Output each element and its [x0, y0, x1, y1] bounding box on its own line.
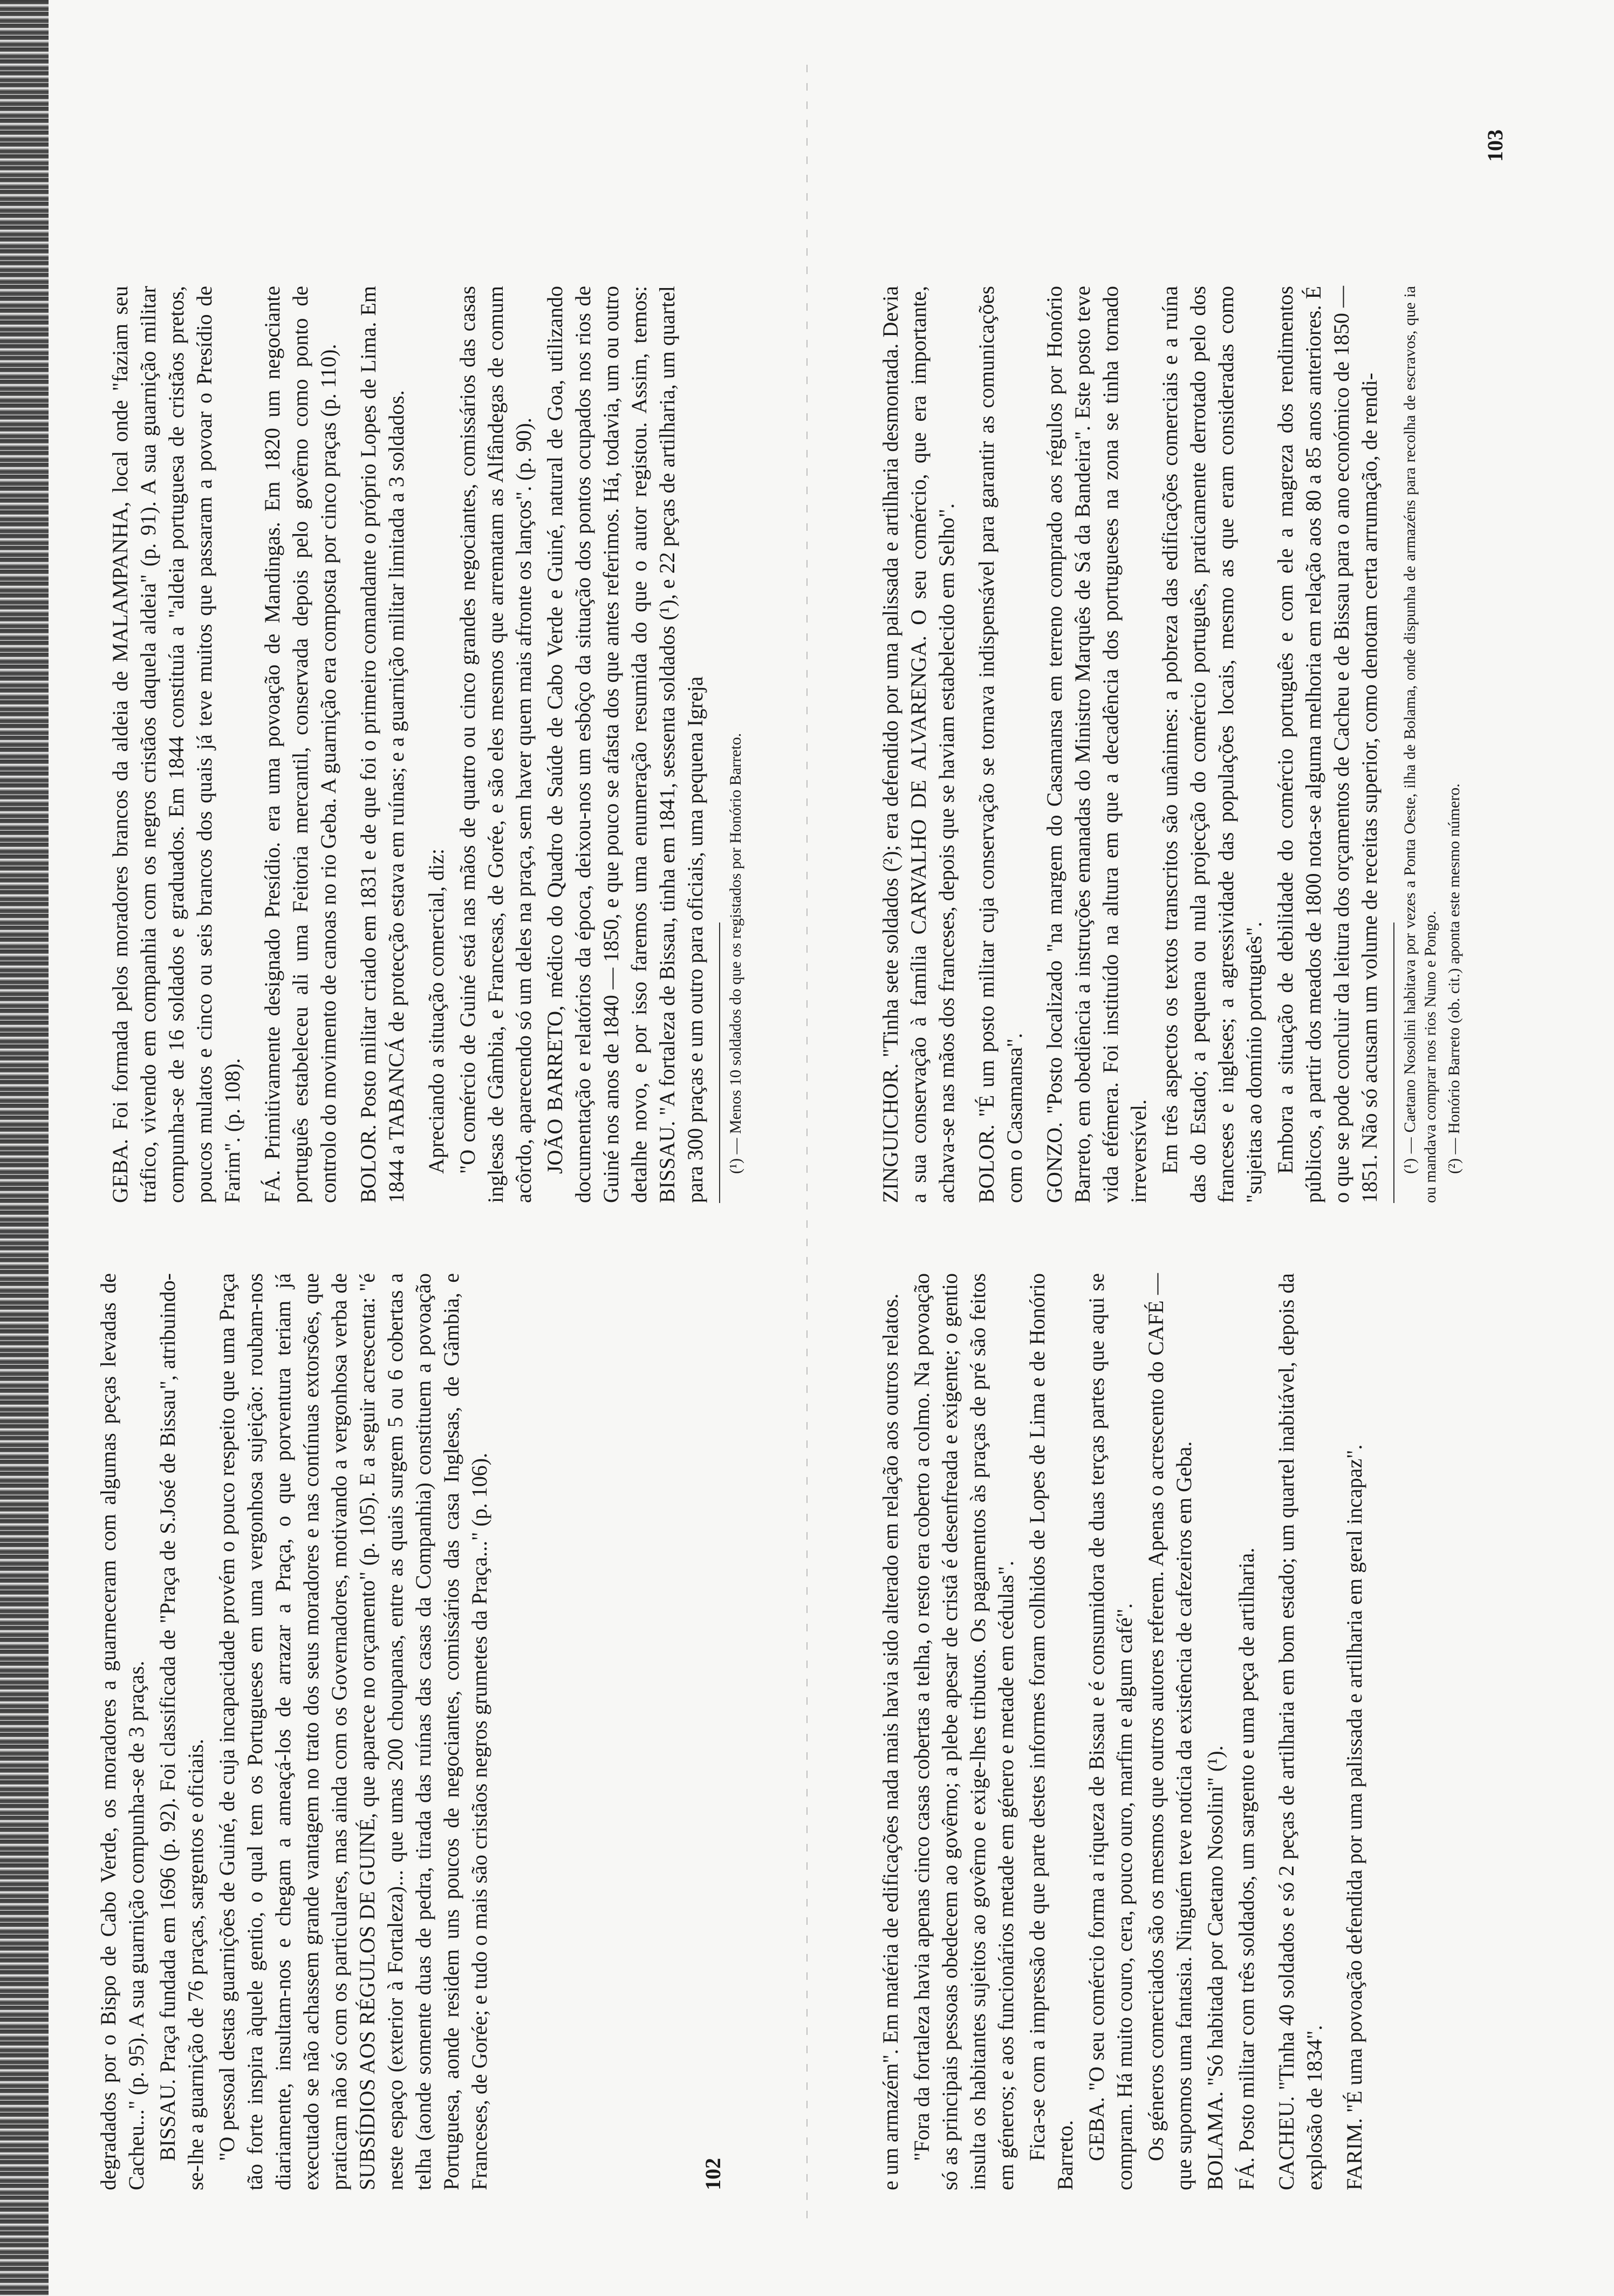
- paragraph: Embora a situação de debilidade do comércio português e com ele a magreza dos rendimentos públicos, a partir dos meados de 1800 nota-se alguma melhoria em relação aos 80 a 85 anos anteriores. É o que se pode concluir da leitura dos orçamentos de Cacheu e de Bissau para o ano económico de 1850 — 1851. Não só acusam um volume de receitas superior, como denotam certa arrumação, de rendi-: [1273, 286, 1382, 1203]
- paragraph-bolama: BOLAMA. "Só habitada por Caetano Nosolini" (¹).: [1203, 1745, 1227, 2190]
- right-page-text-column: [877, 1273, 1427, 2190]
- paragraph-fa: FÁ. Posto militar com três soldados, um sargento e uma peça de artilharia.: [1234, 1547, 1259, 2190]
- paragraph-fa: FÁ. Primitivamente designado Presídio. era uma povoação de Mandingas. Em 1820 um negociante português estabeleceu ali uma Feitoria mercantil, conservada depois pelo govêrno como ponto de controlo do movimento de canoas no rio Geba. A guarnição era composta por cinco praças (p. 110).: [260, 286, 340, 1203]
- footnote-rule: [1393, 922, 1394, 1203]
- page-number: 103: [1483, 129, 1507, 162]
- right-page: [877, 97, 1513, 2190]
- left-page: [94, 97, 744, 2190]
- paragraph: Os géneros comerciados são os mesmos que outros autores referem. Apenas o acrescento do CAFÉ — que supomos uma fantasia. Ninguém teve notícia da existência de cafezeiros em Geba.: [1144, 1273, 1196, 2190]
- paragraph-geba: GEBA. Foi formada pelos moradores brancos da aldeia de MALAMPANHA, local onde "faziam seu tráfico, vivendo em companhia com os negros cristãos daquela aldeia" (p. 91). A sua guarnição militar compunha-se de 16 soldados e graduados. Em 1844 constituía a "aldeia portuguesa de cristãos pretos, poucos mulatos e cinco ou seis brancos dos quais já teve muitos que passaram a povoar o Presídio de Farim". (p. 108).: [108, 286, 244, 1203]
- paragraph-bissau: BISSAU. Praça fundada em 1696 (p. 92). Foi classificada de "Praça de S.José de Bissau", atribuindo-se-lhe a guarnição de 76 praças, sargentos e oficiais.: [155, 1273, 208, 2190]
- footnote: (¹) — Menos 10 soldados do que os registados por Honório Barreto.: [727, 733, 744, 1174]
- paragraph-zinguichor: ZINGUICHOR. "Tinha sete soldados (²); era defendido por uma palissada e artilharia desmontada. Devia a sua conservação à família CARVALHO DE ALVARENGA. O seu comércio, que era importante, achava-se nas mãos dos franceses, depois que se haviam estabelecido em Selho".: [878, 286, 959, 1203]
- paragraph-cacheu: CACHEU. "Tinha 40 soldados e só 2 peças de artilharia em bom estado; um quartel inabitável, depois da explosão de 1834".: [1274, 1273, 1326, 2190]
- paragraph-quote: "O comércio de Guiné está nas mãos de quatro ou cinco grandes negociantes, comissários das casas inglesas de Gâmbia, e Francesas, de Gorée, e são eles mesmos que arrematam as Alfândegas de comum acôrdo, aparecendo só um deles na praça, sem haver quem mais afronte os lanços". (p. 90).: [455, 286, 536, 1203]
- footnote: (¹) — Caetano Nosolini habitava por vezes a Ponta Oeste, ilha de Bolama, onde dispunha de armazéns para recolha de escravos, que ia ou mandava comprar nos rios Nuno e Pongo.: [1401, 286, 1439, 1203]
- paragraph: "O pessoal destas guarnições de Guiné, de cuja incapacidade provém o pouco respeito que uma Praça tão forte inspira àquele gentio, o qual tem os Portugueses em uma vergonhosa sujeição: roubam-nos diariamente, insultam-nos e chegam a ameaçá-los de arrazar a Praça, o que porventura teriam já executado se não achassem grande vantagem no trato dos seus moradores e nas contínuas extorsões, que praticam não só com os particulares, mas ainda com os Governadores, motivando a vergonhosa verba de SUBSÍDIOS AOS RÉGULOS DE GUINÉ, que aparece no orçamento" (p. 105). E a seguir acrescenta: "é neste espaço (exterior à Fortaleza)... que umas 200 choupanas, entre as quais surgem 5 ou 6 cobertas a telha (aonde somente duas de pedra, tirada das ruínas das casas da Companhia) constituem a povoação Portuguesa, aonde residem uns poucos de negociantes, comissários das casa Inglesas, de Gâmbia, e Franceses, de Gorée; e tudo o mais são cristãos negros grumetes da Praça..." (p. 106).: [215, 1273, 491, 2190]
- page-gutter: [806, 65, 808, 2223]
- paragraph: degradados por o Bispo de Cabo Verde, os moradores a guarneceram com algumas peças levadas de Cacheu..." (p. 95). A sua guarnição compunha-se de 3 praças.: [96, 1273, 148, 2190]
- paragraph: e um armazém". Em matéria de edificações nada mais havia sido alterado em relação aos outros relatos.: [878, 1293, 902, 2190]
- footnote: (²) — Honório Barreto (ob. cit.) aponta este mesmo número.: [1445, 783, 1463, 1174]
- paragraph-joao-barreto: JOÃO BARRETO, médico do Quadro de Saúde de Cabo Verde e Guiné, natural de Goa, utilizando documentação e relatórios da época, deixou-nos um esbôço da situação dos pontos ocupados nos rios de Guiné nos anos de 1840 — 1850, e que pouco se afasta dos que antes referimos. Há, todavia, um ou outro detalhe novo, e por isso faremos uma enumeração resumida do que o autor registou. Assim, temos: BISSAU. "A fortaleza de Bissau, tinha em 1841, sessenta soldados (¹), e 22 peças de artilharia, um quartel para 300 praças e um outro para oficiais, uma pequena Igreja: [543, 286, 707, 1203]
- paragraph-geba: GEBA. "O seu comércio forma a riqueza de Bissau e é consumidora de duas terças partes que aqui se compram. Há muito couro, cera, pouco ouro, marfim e algum café".: [1084, 1273, 1137, 2190]
- paragraph: Em três aspectos os textos transcritos são unânimes: a pobreza das edificações comerciais e a ruína das do Estado; a pequena ou nula projecção do comércio português, praticamente derrotado pelo dos franceses e ingleses; a agressividade das populações locais, mesmo as que eram consideradas como "sujeitas ao domínio português".: [1158, 286, 1266, 1203]
- paragraph: Apreciando a situação comercial, diz:: [424, 848, 448, 1174]
- right-page-text-column-continued: [877, 286, 1463, 1203]
- paragraph-farim: FARIM. "É uma povoação defendida por uma palissada e artilharia em geral incapaz".: [1342, 1444, 1366, 2190]
- page-number: 102: [701, 2158, 725, 2190]
- paragraph-bolor: BOLOR. "É um posto militar cuja conservação se tornava indispensável para garantir as comunicações com o Casamansa".: [974, 286, 1027, 1203]
- left-page-text-column: [94, 1273, 645, 2190]
- book-binding-edge: [0, 0, 49, 2296]
- paragraph-gonzo: GONZO. "Posto localizado "na margem do Casamansa em terreno comprado aos régulos por Honório Barreto, em obediência a instruções emanadas do Ministro Marquês de Sá da Bandeira". Este posto teve vida efémera. Foi instituído na altura em que a decadência dos portugueses na zona se tinha tornado irreversível.: [1042, 286, 1151, 1203]
- footnote-rule: [719, 922, 720, 1203]
- paragraph: Fica-se com a impressão de que parte destes informes foram colhidos de Lopes de Lima e de Honório Barreto.: [1025, 1273, 1077, 2190]
- paragraph-bolor: BOLOR. Posto militar criado em 1831 e de que foi o primeiro comandante o próprio Lopes de Lima. Em 1844 a TABANCÁ de protecção estava em ruínas; e a guarnição militar limitada a 3 soldados.: [356, 286, 408, 1203]
- paragraph-quote: "Fora da fortaleza havia apenas cinco casas cobertas a telha, o resto era coberto a colmo. Na povoação só as principais pessoas obedecem ao govêrno; a plebe apesar de cristã é desenfreada e exigente; o gentio insulta os habitantes sujeitos ao govêrno e exige-lhes tributos. Os pagamentos às praças de pré são feitos em géneros; e aos funcionários metade em género e metade em cédulas".: [909, 1273, 1018, 2190]
- left-page-text-column-continued: [94, 286, 744, 1203]
